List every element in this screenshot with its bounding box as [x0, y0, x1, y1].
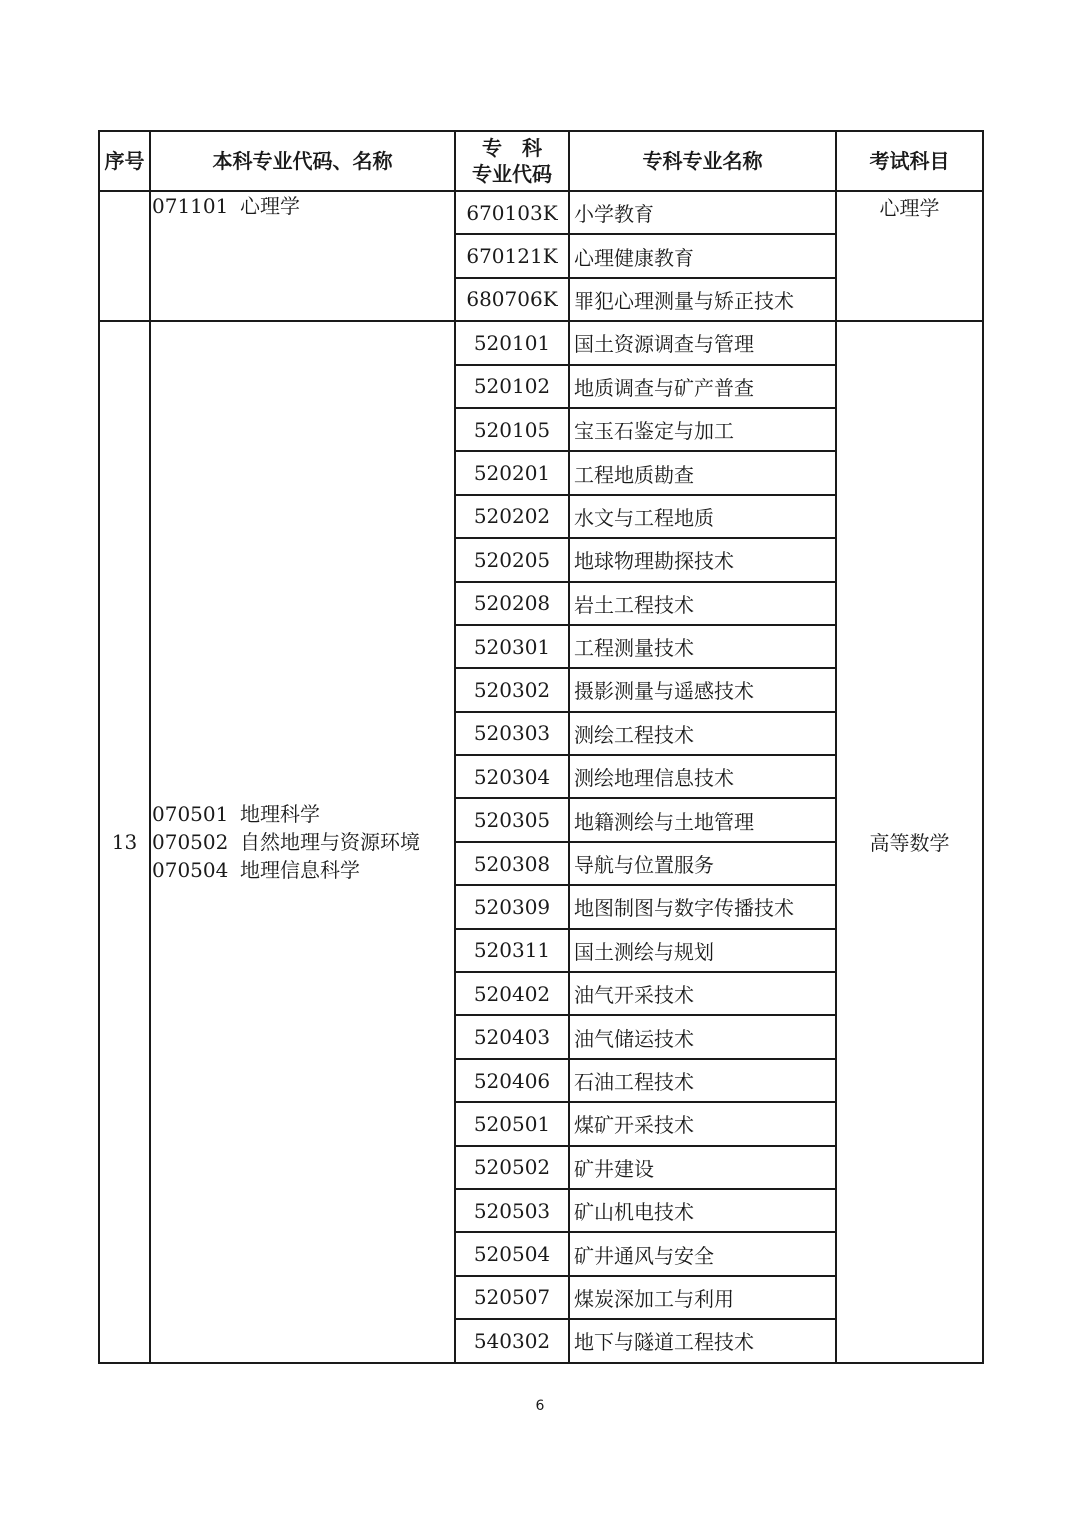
junior-code-cell: 520504	[455, 1232, 569, 1275]
junior-code-cell: 520303	[455, 712, 569, 755]
junior-code-cell: 520305	[455, 798, 569, 841]
junior-code-cell: 670121K	[455, 234, 569, 277]
junior-name-cell: 导航与位置服务	[569, 842, 836, 885]
header-junior-code-line2: 专业代码	[472, 162, 552, 186]
header-row	[99, 131, 983, 191]
junior-code-cell: 520105	[455, 408, 569, 451]
junior-name-cell: 罪犯心理测量与矫正技术	[569, 278, 836, 321]
junior-name-cell: 矿井建设	[569, 1146, 836, 1189]
junior-name-cell: 煤矿开采技术	[569, 1102, 836, 1145]
undergrad-major	[152, 856, 454, 884]
junior-code-cell: 520309	[455, 885, 569, 928]
junior-code-cell: 520503	[455, 1189, 569, 1232]
header-junior-name: 专科专业名称	[569, 131, 836, 191]
undergrad-major	[152, 828, 454, 856]
junior-name-cell: 国土资源调查与管理	[569, 321, 836, 364]
undergrad-major	[152, 192, 454, 220]
header-undergrad: 本科专业代码、名称	[150, 131, 455, 191]
junior-code-cell: 670103K	[455, 191, 569, 234]
junior-code-cell: 540302	[455, 1319, 569, 1362]
junior-code-cell: 520308	[455, 842, 569, 885]
junior-name-cell: 地下与隧道工程技术	[569, 1319, 836, 1362]
subject-cell: 心理学	[836, 191, 983, 321]
junior-name-cell: 水文与工程地质	[569, 495, 836, 538]
undergrad-name: 自然地理与资源环境	[240, 829, 420, 854]
undergrad-list	[151, 800, 454, 884]
header-seq: 序号	[99, 131, 150, 191]
undergrad-name: 地理科学	[240, 801, 320, 826]
subject-cell: 高等数学	[836, 321, 983, 1362]
junior-name-cell: 煤炭深加工与利用	[569, 1276, 836, 1319]
junior-name-cell: 岩土工程技术	[569, 582, 836, 625]
junior-code-cell: 520311	[455, 929, 569, 972]
junior-code-cell: 520301	[455, 625, 569, 668]
junior-code-cell: 520502	[455, 1146, 569, 1189]
junior-name-cell: 矿井通风与安全	[569, 1232, 836, 1275]
junior-name-cell: 摄影测量与遥感技术	[569, 668, 836, 711]
junior-code-cell: 520501	[455, 1102, 569, 1145]
junior-code-cell: 520101	[455, 321, 569, 364]
header-subject: 考试科目	[836, 131, 983, 191]
junior-name-cell: 工程地质勘查	[569, 451, 836, 494]
table-row	[99, 321, 983, 364]
junior-code-cell: 520201	[455, 451, 569, 494]
undergrad-list	[151, 192, 454, 220]
undergrad-cell	[150, 321, 455, 1362]
junior-name-cell: 小学教育	[569, 191, 836, 234]
table-row	[99, 191, 983, 234]
junior-code-cell: 520202	[455, 495, 569, 538]
junior-name-cell: 工程测量技术	[569, 625, 836, 668]
junior-code-cell: 680706K	[455, 278, 569, 321]
junior-code-cell: 520507	[455, 1276, 569, 1319]
undergrad-code: 070502	[152, 829, 229, 854]
junior-name-cell: 油气开采技术	[569, 972, 836, 1015]
junior-name-cell: 地球物理勘探技术	[569, 538, 836, 581]
seq-cell: 13	[99, 321, 150, 1362]
junior-name-cell: 宝玉石鉴定与加工	[569, 408, 836, 451]
junior-name-cell: 油气储运技术	[569, 1015, 836, 1058]
header-junior-code	[455, 131, 569, 191]
junior-name-cell: 测绘地理信息技术	[569, 755, 836, 798]
undergrad-cell	[150, 191, 455, 321]
page-number: 6	[535, 1398, 545, 1414]
undergrad-code: 070501	[152, 801, 229, 826]
junior-name-cell: 测绘工程技术	[569, 712, 836, 755]
junior-name-cell: 地图制图与数字传播技术	[569, 885, 836, 928]
undergrad-major	[152, 800, 454, 828]
junior-name-cell: 矿山机电技术	[569, 1189, 836, 1232]
seq-cell	[99, 191, 150, 321]
undergrad-name: 心理学	[240, 194, 300, 218]
junior-name-cell: 石油工程技术	[569, 1059, 836, 1102]
junior-code-cell: 520205	[455, 538, 569, 581]
junior-code-cell: 520102	[455, 365, 569, 408]
undergrad-code: 071101	[152, 194, 229, 218]
undergrad-name: 地理信息科学	[240, 857, 360, 882]
undergrad-code: 070504	[152, 857, 229, 882]
junior-name-cell: 心理健康教育	[569, 234, 836, 277]
junior-code-cell: 520304	[455, 755, 569, 798]
majors-table	[98, 130, 984, 1364]
junior-code-cell: 520406	[455, 1059, 569, 1102]
junior-code-cell: 520302	[455, 668, 569, 711]
junior-name-cell: 地质调查与矿产普查	[569, 365, 836, 408]
junior-code-cell: 520402	[455, 972, 569, 1015]
header-junior-code-line1: 专 科	[482, 136, 542, 160]
junior-code-cell: 520403	[455, 1015, 569, 1058]
junior-name-cell: 地籍测绘与土地管理	[569, 798, 836, 841]
junior-code-cell: 520208	[455, 582, 569, 625]
junior-name-cell: 国土测绘与规划	[569, 929, 836, 972]
